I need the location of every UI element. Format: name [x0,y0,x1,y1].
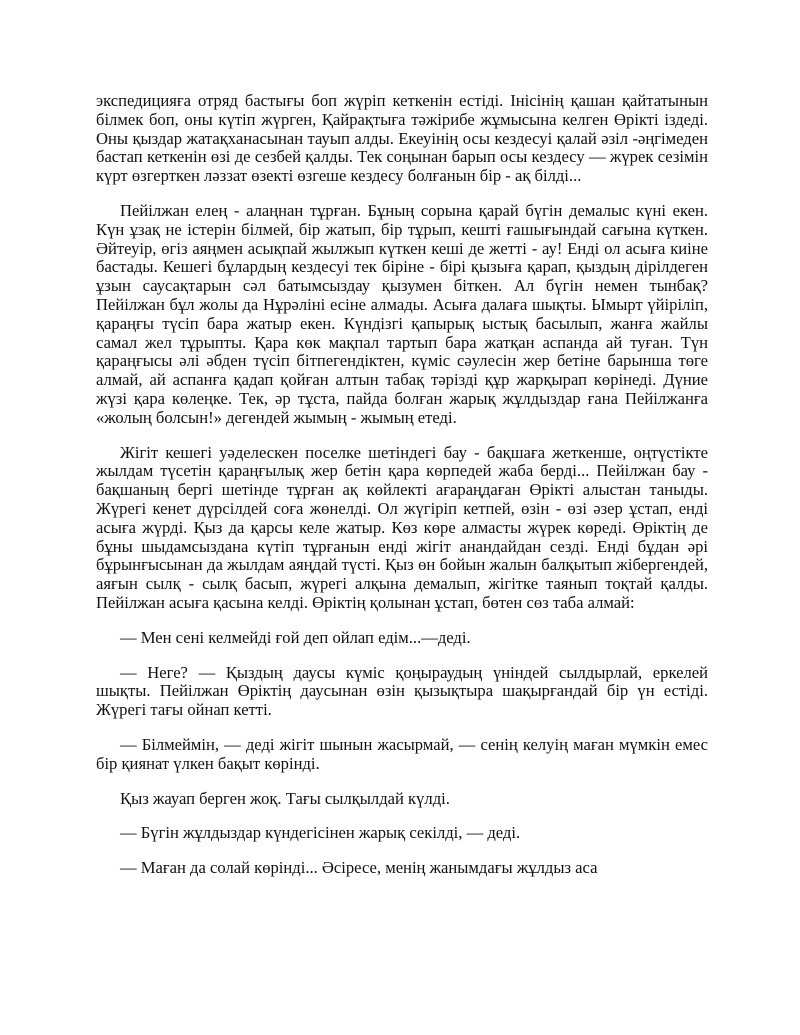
paragraph: Пейілжан елең - алаңнан тұрған. Бұның сорына қарай бүгін демалыс күні екен. Күн ұзақ не істерін білмей, бір жатып, бір тұрып, кешті ғашығындай сағына күткен. Әйтеуір, өгіз аяңмен асықпай жылжып күткен кеші де жетті - ау! Енді ол асыға киіне бастады. Кешегі бұлардың кездесуі тек біріне - бірі қызыға қарап, қыздың дірілдеген ұзын саусақтарын сәл батымсыздау қызумен біткен. Ал бүгін немен тынбақ? Пейілжан бұл жолы да Нұрәліні есіне алмады. Асыға далаға шықты. Ымырт үйіріліп, қараңғы түсіп бара жатыр екен. Күндізгі қапырық ыстық басылып, жанға жайлы самал жел тұрыпты. Қара көк мақпал тартып бара жатқан аспанда ай туған. Түн қараңғысы әлі әбден түсіп бітпегендіктен, күміс сәулесін жер бетіне барынша төге алмай, ай аспанға қадап қойған алтын табақ тәрізді құр жарқырап көрінеді. Дүние жүзі қара көлеңке. Тек, әр тұста, пайда болған жарық жұлдыздар ғана Пейілжанға «жолың болсын!» дегендей жымың - жымың етеді. [96,200,708,427]
dialogue-line: — Неге? — Қыздың даусы күміс қоңыраудың үніндей сылдырлай, еркелей шықты. Пейілжан Өріктің даусынан өзін қызықтыра шақырғандай бір үн естіді. Жүрегі тағы ойнап кетті. [96,662,708,720]
dialogue-line: — Білмеймін, — деді жігіт шынын жасырмай, — сенің келуің маған мүмкін емес бір қиянат үлкен бақыт көрінді. [96,734,708,773]
dialogue-line: — Маған да солай көрінді... Әсіресе, менің жанымдағы жұлдыз аса [120,858,598,878]
dialogue-line: — Мен сені келмейді ғой деп ойлап едім...—деді. [120,627,471,647]
paragraph: Жігіт кешегі уәделескен поселке шетіндегі бау - бақшаға жеткенше, оңтүстікте жылдам түсетін қараңғылық жер бетін қара көрпедей жаба берді... Пейілжан бау - бақшаның бергі шетінде тұрған ақ көйлекті ағараңдаған Өрікті алыстан таныды. Жүрегі кенет дүрсілдей соға жөнелді. Ол жүгіріп кетпей, өзін - өзі әзер ұстап, енді асыға жүрді. Қыз да қарсы келе жатыр. Көз көре алмасты жүрек көреді. Өріктің де бұны шыдамсыздана күтіп тұрғанын енді жігіт анандайдан сезді. Енді бұдан әрі бұрынғысынан да жылдам аяңдай түсті. Қыз өн бойын жалын балқытып жібергендей, аяғын сылқ - сылқ басып, жүрегі алқына демалып, жігітке таянып тоқтай қалды. Пейілжан асыға қасына келді. Өріктің қолынан ұстап, бөтен сөз таба алмай: [96,442,708,612]
document-page [96,92,708,894]
paragraph: Қыз жауап берген жоқ. Тағы сылқылдай күлді. [120,788,450,808]
dialogue-line: — Бүгін жұлдыздар күндегісінен жарық секілді, — деді. [120,823,521,843]
paragraph: экспедицияға отряд бастығы боп жүріп кеткенін естіді. Інісінің қашан қайтатынын білмек боп, оны күтіп жүрген, Қайрақтыға тәжірибе жұмысына келген Өрікті іздеді. Оны қыздар жатақханасынан тауып алды. Екеуінің осы кездесуі қалай әзіл -әңгімеден бастап кеткенін өзі де сезбей қалды. Тек соңынан барып осы кездесу — жүрек сезімін күрт өзгерткен ләззат өзекті өзгеше кездесу болғанын бір - ақ білді... [96,91,708,186]
